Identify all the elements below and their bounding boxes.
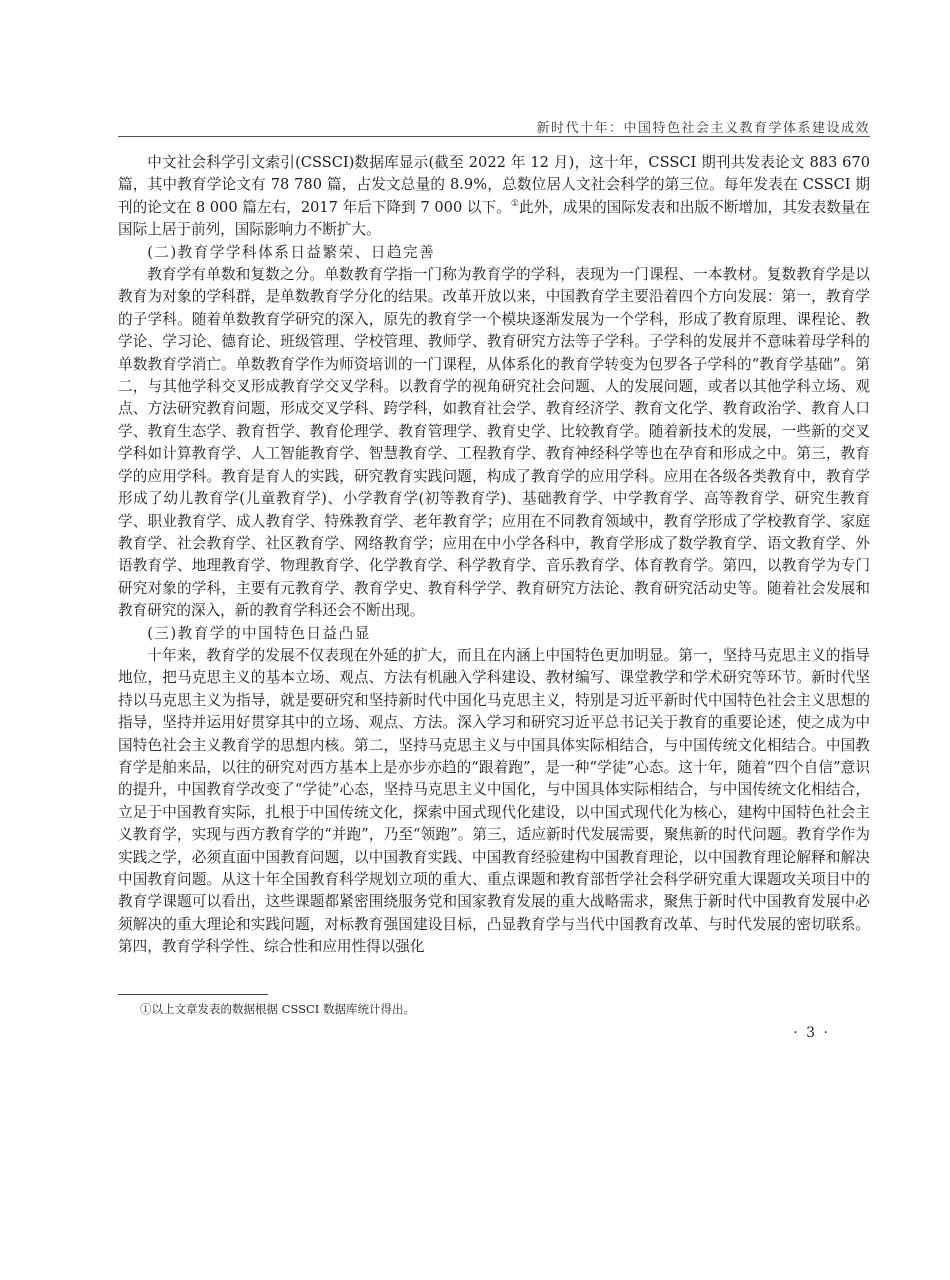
footnote-marker[interactable]: ①: [510, 198, 519, 209]
paragraph-text: 中文社会科学引文索引(CSSCI)数据库显示(截至 2022 年 12 月)，这十年，CSSCI 期刊共发表论文 883 670 篇，其中教育学论文有 78 780 篇，占发文总量的 8.9%，总数位居人文社会科学的第三位。每年发表在 CSSCI 期刊的论文在 8 000 篇左右，2017 年后下降到 7 000 以下。: [118, 154, 870, 216]
article-body: [118, 152, 870, 959]
paragraph-chinese-characteristics: 十年来，教育学的发展不仅表现在外延的扩大，而且在内涵上中国特色更加明显。第一，坚持马克思主义的指导地位，把马克思主义的基本立场、观点、方法有机融入学科建设、教材编写、课堂教学和学术研究等环节。新时代坚持以马克思主义为指导，就是要研究和坚持新时代中国化马克思主义，特别是习近平新时代中国特色社会主义思想的指导，坚持并运用好贯穿其中的立场、观点、方法。深入学习和研究习近平总书记关于教育的重要论述，使之成为中国特色社会主义教育学的思想内核。第二，坚持马克思主义与中国具体实际相结合，与中国传统文化相结合。中国教育学是舶来品，以往的研究对西方基本上是亦步亦趋的“跟着跑”，是一种“学徒”心态。这十年，随着“四个自信”意识的提升，中国教育学改变了“学徒”心态，坚持马克思主义中国化，与中国具体实际相结合，与中国传统文化相结合，立足于中国教育实际，扎根于中国传统文化，探索中国式现代化建设，以中国式现代化为核心，建构中国特色社会主义教育学，实现与西方教育学的“并跑”，乃至“领跑”。第三，适应新时代发展需要，聚焦新的时代问题。教育学作为实践之学，必须直面中国教育问题，以中国教育实践、中国教育经验建构中国教育理论，以中国教育理论解释和解决中国教育问题。从这十年全国教育科学规划立项的重大、重点课题和教育部哲学社会科学研究重大课题攻关项目中的教育学课题可以看出，这些课题都紧密围绕服务党和国家教育发展的重大战略需求，聚焦于新时代中国教育发展中必须解决的重大理论和实践问题，对标教育强国建设目标，凸显教育学与当代中国教育改革、与时代发展的密切联系。第四，教育学科学性、综合性和应用性得以强化: [118, 646, 870, 956]
section-heading-chinese-characteristics: (三)教育学的中国特色日益凸显: [147, 624, 371, 642]
header-rule: [118, 136, 870, 137]
paragraph-text: 此外，成果的国际发表和出版不断增加，其发表数量在国际上居于前列，国际影响力不断扩大。: [118, 198, 870, 239]
paragraph-discipline-system: 教育学有单数和复数之分。单数教育学指一门称为教育学的学科，表现为一门课程、一本教材。复数教育学是以教育为对象的学科群，是单数教育学分化的结果。改革开放以来，中国教育学主要沿着四个方向发展：第一，教育学的子学科。随着单数教育学研究的深入，原先的教育学一个模块逐渐发展为一个学科，形成了教育原理、课程论、教学论、学习论、德育论、班级管理、学校管理、教师学、教育研究方法等子学科。子学科的发展并不意味着母学科的单数教育学消亡。单数教育学作为师资培训的一门课程，从体系化的教育学转变为包罗各子学科的“教育学基础”。第二，与其他学科交叉形成教育学交叉学科。以教育学的视角研究社会问题、人的发展问题，或者以其他学科立场、观点、方法研究教育问题，形成交叉学科、跨学科，如教育社会学、教育经济学、教育文化学、教育政治学、教育人口学、教育生态学、教育哲学、教育伦理学、教育管理学、教育史学、比较教育学。随着新技术的发展，一些新的交叉学科如计算教育学、人工智能教育学、智慧教育学、工程教育学、教育神经科学等也在孕育和形成之中。第三，教育学的应用学科。教育是育人的实践，研究教育实践问题，构成了教育学的应用学科。应用在各级各类教育中，教育学形成了幼儿教育学(儿童教育学)、小学教育学(初等教育学)、基础教育学、中学教育学、高等教育学、研究生教育学、职业教育学、成人教育学、特殊教育学、老年教育学；应用在不同教育领域中，教育学形成了学校教育学、家庭教育学、社会教育学、社区教育学、网络教育学；应用在中小学各科中，教育学形成了数学教育学、语文教育学、外语教育学、地理教育学、物理教育学、化学教育学、科学教育学、音乐教育学、体育教育学。第四，以教育学为专门研究对象的学科，主要有元教育学、教育学史、教育科学学、教育研究方法论、教育研究活动史等。随着社会发展和教育研究的深入，新的教育学科还会不断出现。: [118, 266, 870, 620]
footnote: ①以上文章发表的数据根据 CSSCI 数据库统计得出。: [140, 1002, 416, 1016]
section-heading-discipline-system: (二)教育学学科体系日益繁荣、日趋完善: [147, 243, 436, 261]
running-header: 新时代十年：中国特色社会主义教育学体系建设成效: [536, 121, 870, 136]
page-number: · 3 ·: [793, 1025, 830, 1041]
paragraph-cssci-statistics: [118, 152, 870, 242]
footnote-rule: [118, 994, 268, 995]
